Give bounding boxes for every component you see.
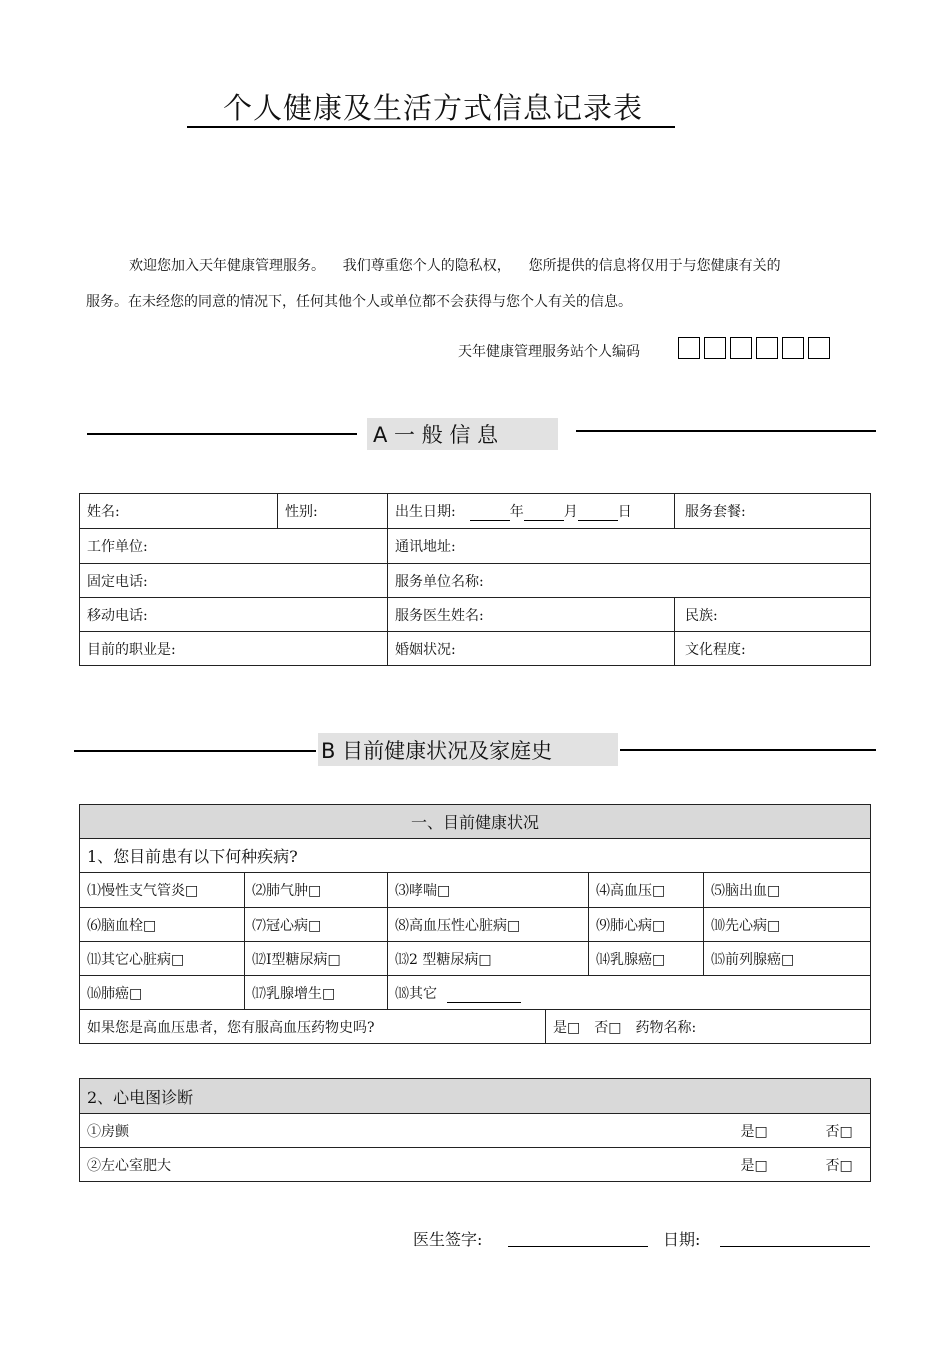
date-label: 日期: (663, 1230, 701, 1249)
disease-option[interactable]: ⑸脑出血□ (704, 873, 871, 908)
gender-field[interactable]: 性别: (278, 494, 388, 529)
occupation-field[interactable]: 目前的职业是: (80, 632, 388, 666)
drug-name-label: 药物名称: (635, 1019, 697, 1036)
birth-day-blank[interactable] (578, 520, 618, 521)
disease-other-field[interactable] (388, 976, 871, 1010)
section-a-line-right (576, 430, 876, 432)
mailing-address-field[interactable]: 通讯地址: (388, 529, 871, 564)
birth-date-field[interactable] (388, 494, 675, 529)
disease-option[interactable]: ⑼肺心病□ (589, 908, 704, 942)
birth-month-suffix: 月 (563, 504, 578, 520)
hypertension-yes-checkbox[interactable]: 是□ (553, 1019, 581, 1036)
general-info-table (79, 493, 871, 666)
disease-option[interactable]: ⑶哮喘□ (388, 873, 589, 908)
id-code-boxes (678, 337, 830, 359)
section-b-heading: B 目前健康状况及家庭史 (318, 733, 618, 766)
disease-option[interactable]: ⑹脑血栓□ (80, 908, 245, 942)
date-line[interactable] (720, 1246, 870, 1247)
section-b-line-left (74, 750, 316, 752)
birth-year-blank[interactable] (470, 520, 510, 521)
ecg-table (79, 1078, 871, 1182)
birth-year-suffix: 年 (509, 504, 524, 520)
mobile-phone-field[interactable]: 移动电话: (80, 598, 388, 632)
ecg-item-label: ①房颤 (80, 1114, 731, 1148)
section-a-line-left (87, 433, 357, 435)
intro-line-1: 欢迎您加入天年健康管理服务。 我们尊重您个人的隐私权， 您所提供的信息将仅用于与您健康有关的 (129, 258, 781, 274)
hypertension-no-checkbox[interactable]: 否□ (594, 1019, 622, 1036)
id-code-box[interactable] (756, 337, 778, 359)
disease-option[interactable]: ⒀2 型糖尿病□ (388, 942, 589, 976)
ecg-no-checkbox[interactable]: 否□ (816, 1148, 871, 1182)
id-code-box[interactable] (704, 337, 726, 359)
disease-option[interactable]: ⑵肺气肿□ (245, 873, 388, 908)
marital-status-field[interactable]: 婚姻状况: (388, 632, 675, 666)
service-package-field[interactable]: 服务套餐: (675, 494, 871, 529)
hypertension-answer (546, 1010, 871, 1044)
ecg-item-label: ②左心室肥大 (80, 1148, 731, 1182)
ecg-header: 2、心电图诊断 (80, 1079, 871, 1114)
ecg-no-checkbox[interactable]: 否□ (816, 1114, 871, 1148)
doctor-signature-line[interactable] (508, 1246, 648, 1247)
disease-option[interactable]: ⑺冠心病□ (245, 908, 388, 942)
disease-other-label: ⒅其它 (395, 985, 437, 1002)
disease-option[interactable]: ⒁乳腺癌□ (589, 942, 704, 976)
disease-option[interactable]: ⑷高血压□ (589, 873, 704, 908)
id-code-box[interactable] (808, 337, 830, 359)
disease-option[interactable]: ⑽先心病□ (704, 908, 871, 942)
intro-line-2: 服务。在未经您的同意的情况下，任何其他个人或单位都不会获得与您个人有关的信息。 (86, 294, 632, 310)
ecg-yes-checkbox[interactable]: 是□ (731, 1114, 816, 1148)
page-title: 个人健康及生活方式信息记录表 (222, 91, 643, 125)
disease-option[interactable]: ⑿Ⅰ型糖尿病□ (245, 942, 388, 976)
disease-option[interactable]: ⒂前列腺癌□ (704, 942, 871, 976)
id-code-box[interactable] (730, 337, 752, 359)
title-underline (187, 126, 675, 128)
service-doctor-name-field[interactable]: 服务医生姓名: (388, 598, 675, 632)
ecg-yes-checkbox[interactable]: 是□ (731, 1148, 816, 1182)
doctor-signature-label: 医生签字: (413, 1230, 483, 1249)
birth-month-blank[interactable] (524, 520, 564, 521)
work-unit-field[interactable]: 工作单位: (80, 529, 388, 564)
birth-day-suffix: 日 (617, 504, 632, 520)
disease-option[interactable]: ⑻高血压性心脏病□ (388, 908, 589, 942)
disease-option[interactable]: ⑴慢性支气管炎□ (80, 873, 245, 908)
education-field[interactable]: 文化程度: (675, 632, 871, 666)
landline-field[interactable]: 固定电话: (80, 564, 388, 598)
section-a-heading: A 一 般 信 息 (367, 418, 558, 450)
ethnicity-field[interactable]: 民族: (675, 598, 871, 632)
birth-date-label: 出生日期: (395, 504, 456, 520)
id-code-label: 天年健康管理服务站个人编码 (458, 344, 640, 360)
disease-question: 1、您目前患有以下何种疾病? (80, 839, 871, 873)
disease-option[interactable]: ⑾其它心脏病□ (80, 942, 245, 976)
disease-other-blank[interactable] (447, 1002, 521, 1003)
hypertension-question: 如果您是高血压患者，您有服高血压药物史吗? (80, 1010, 546, 1044)
service-unit-name-field[interactable]: 服务单位名称: (388, 564, 871, 598)
disease-option[interactable]: ⒃肺癌□ (80, 976, 245, 1010)
health-status-header: 一、目前健康状况 (80, 805, 871, 839)
name-field[interactable]: 姓名: (80, 494, 278, 529)
disease-option[interactable]: ⒄乳腺增生□ (245, 976, 388, 1010)
section-b-line-right (620, 749, 876, 751)
health-status-table (79, 804, 871, 1044)
id-code-box[interactable] (678, 337, 700, 359)
id-code-box[interactable] (782, 337, 804, 359)
